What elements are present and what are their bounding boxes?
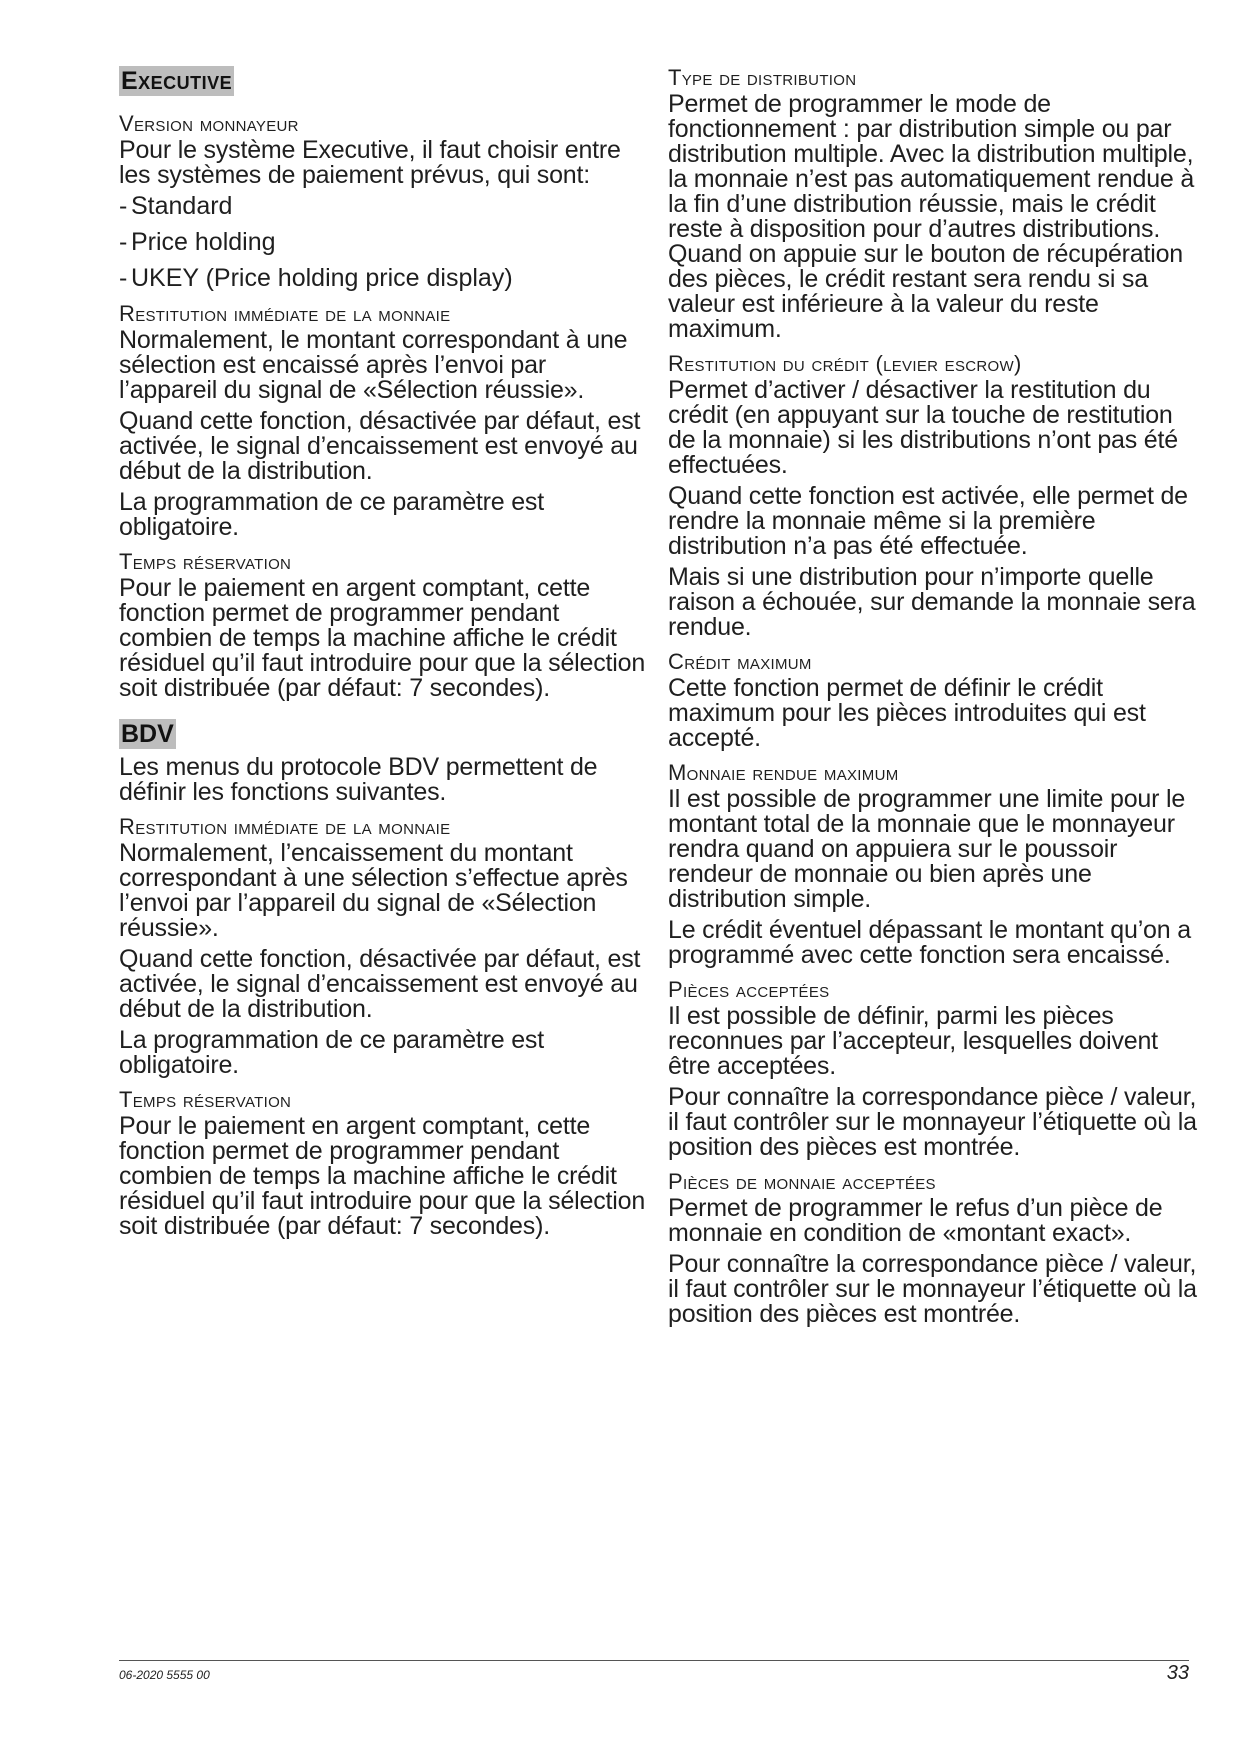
footer-divider [119, 1660, 1189, 1661]
right-column [668, 66, 1198, 1333]
subheading-version-monnayeur: Version monnayeur [119, 111, 299, 136]
list-item [119, 230, 649, 255]
subheading-temps-reservation: Temps réservation [119, 549, 292, 574]
list-item [119, 266, 649, 291]
section-title-executive: Executive [121, 67, 233, 95]
paragraph: Permet d’activer / désactiver la restitution du crédit (en appuyant sur la touche de restitution de la monnaie) si les distributions n’ont pas été effectuées. [668, 376, 1178, 479]
paragraph: Permet de programmer le mode de fonctionnement : par distribution simple ou par distribution multiple. Avec la distribution multiple, la monnaie n’est pas automatiquement rendue à la fin d’une distribution réussie, mais le crédit reste à disposition pour d’autres distributions. Quand on appuie sur le bouton de récupération des pièces, le crédit restant sera rendu si sa valeur est inférieure à la valeur du reste maximum. [668, 90, 1195, 343]
paragraph: La programmation de ce paramètre est obligatoire. [119, 488, 544, 541]
subheading-restitution: Restitution immédiate de la monnaie [119, 814, 451, 839]
version-paragraph: Pour le système Executive, il faut choisir entre les systèmes de paiement prévus, qui sont: [119, 136, 621, 189]
paragraph: Pour le paiement en argent comptant, cette fonction permet de programmer pendant combien de temps la machine affiche le crédit résiduel qu’il faut introduire pour que la sélection soit distribuée (par défaut: 7 secondes). [119, 1112, 646, 1240]
subheading-restitution: Restitution immédiate de la monnaie [119, 301, 451, 326]
paragraph: Normalement, l’encaissement du montant correspondant à une sélection s’effectue après l’envoi par l’appareil du signal de «Sélection réussie». [119, 839, 628, 942]
list-item-label: Price holding [131, 228, 276, 256]
paragraph: Normalement, le montant correspondant à une sélection est encaissé après l’envoi par l’appareil du signal de «Sélection réussie». [119, 326, 628, 404]
subheading-credit-maximum: Crédit maximum [668, 649, 812, 674]
list-item [119, 194, 649, 219]
list-item-label: Standard [131, 192, 233, 220]
paragraph: La programmation de ce paramètre est obligatoire. [119, 1026, 544, 1079]
subheading-pieces-acceptees: Pièces acceptées [668, 977, 830, 1002]
left-column [119, 66, 649, 1245]
dash-bullet: - [119, 228, 128, 256]
subheading-type-distribution: Type de distribution [668, 65, 857, 90]
paragraph: Quand cette fonction est activée, elle permet de rendre la monnaie même si la première distribution n’a pas été effectuée. [668, 482, 1188, 560]
paragraph: Il est possible de programmer une limite pour le montant total de la monnaie que le monnayeur rendra quand on appuiera sur le poussoir rendeur de monnaie ou bien après une distribution simple. [668, 785, 1186, 913]
bdv-intro-paragraph: Les menus du protocole BDV permettent de définir les fonctions suivantes. [119, 753, 598, 806]
paragraph: Cette fonction permet de définir le crédit maximum pour les pièces introduites qui est accepté. [668, 674, 1146, 752]
paragraph: Pour le paiement en argent comptant, cette fonction permet de programmer pendant combien de temps la machine affiche le crédit résiduel qu’il faut introduire pour que la sélection soit distribuée (par défaut: 7 secondes). [119, 574, 646, 702]
paragraph: Le crédit éventuel dépassant le montant qu’on a programmé avec cette fonction sera encaissé. [668, 916, 1191, 969]
document-code: 06-2020 5555 00 [119, 1668, 210, 1682]
paragraph: Pour connaître la correspondance pièce / valeur, il faut contrôler sur le monnayeur l’étiquette où la position des pièces est montrée. [668, 1250, 1197, 1328]
payment-options-list [119, 194, 649, 291]
page-number: 33 [1166, 1662, 1189, 1684]
list-item-label: UKEY (Price holding price display) [131, 264, 513, 292]
subheading-restitution-credit: Restitution du crédit (levier escrow) [668, 351, 1022, 376]
paragraph: Pour connaître la correspondance pièce / valeur, il faut contrôler sur le monnayeur l’étiquette où la position des pièces est montrée. [668, 1083, 1197, 1161]
paragraph: Permet de programmer le refus d’un pièce de monnaie en condition de «montant exact». [668, 1194, 1163, 1247]
subheading-pieces-monnaie-acceptees: Pièces de monnaie acceptées [668, 1169, 936, 1194]
paragraph: Quand cette fonction, désactivée par défaut, est activée, le signal d’encaissement est envoyé au début de la distribution. [119, 407, 641, 485]
dash-bullet: - [119, 192, 128, 220]
paragraph: Quand cette fonction, désactivée par défaut, est activée, le signal d’encaissement est envoyé au début de la distribution. [119, 945, 641, 1023]
paragraph: Il est possible de définir, parmi les pièces reconnues par l’accepteur, lesquelles doivent être acceptées. [668, 1002, 1158, 1080]
subheading-monnaie-rendue-maximum: Monnaie rendue maximum [668, 760, 899, 785]
paragraph: Mais si une distribution pour n’importe quelle raison a échouée, sur demande la monnaie sera rendue. [668, 563, 1196, 641]
subheading-temps-reservation: Temps réservation [119, 1087, 292, 1112]
dash-bullet: - [119, 264, 128, 292]
section-title-bdv: BDV [121, 720, 174, 748]
